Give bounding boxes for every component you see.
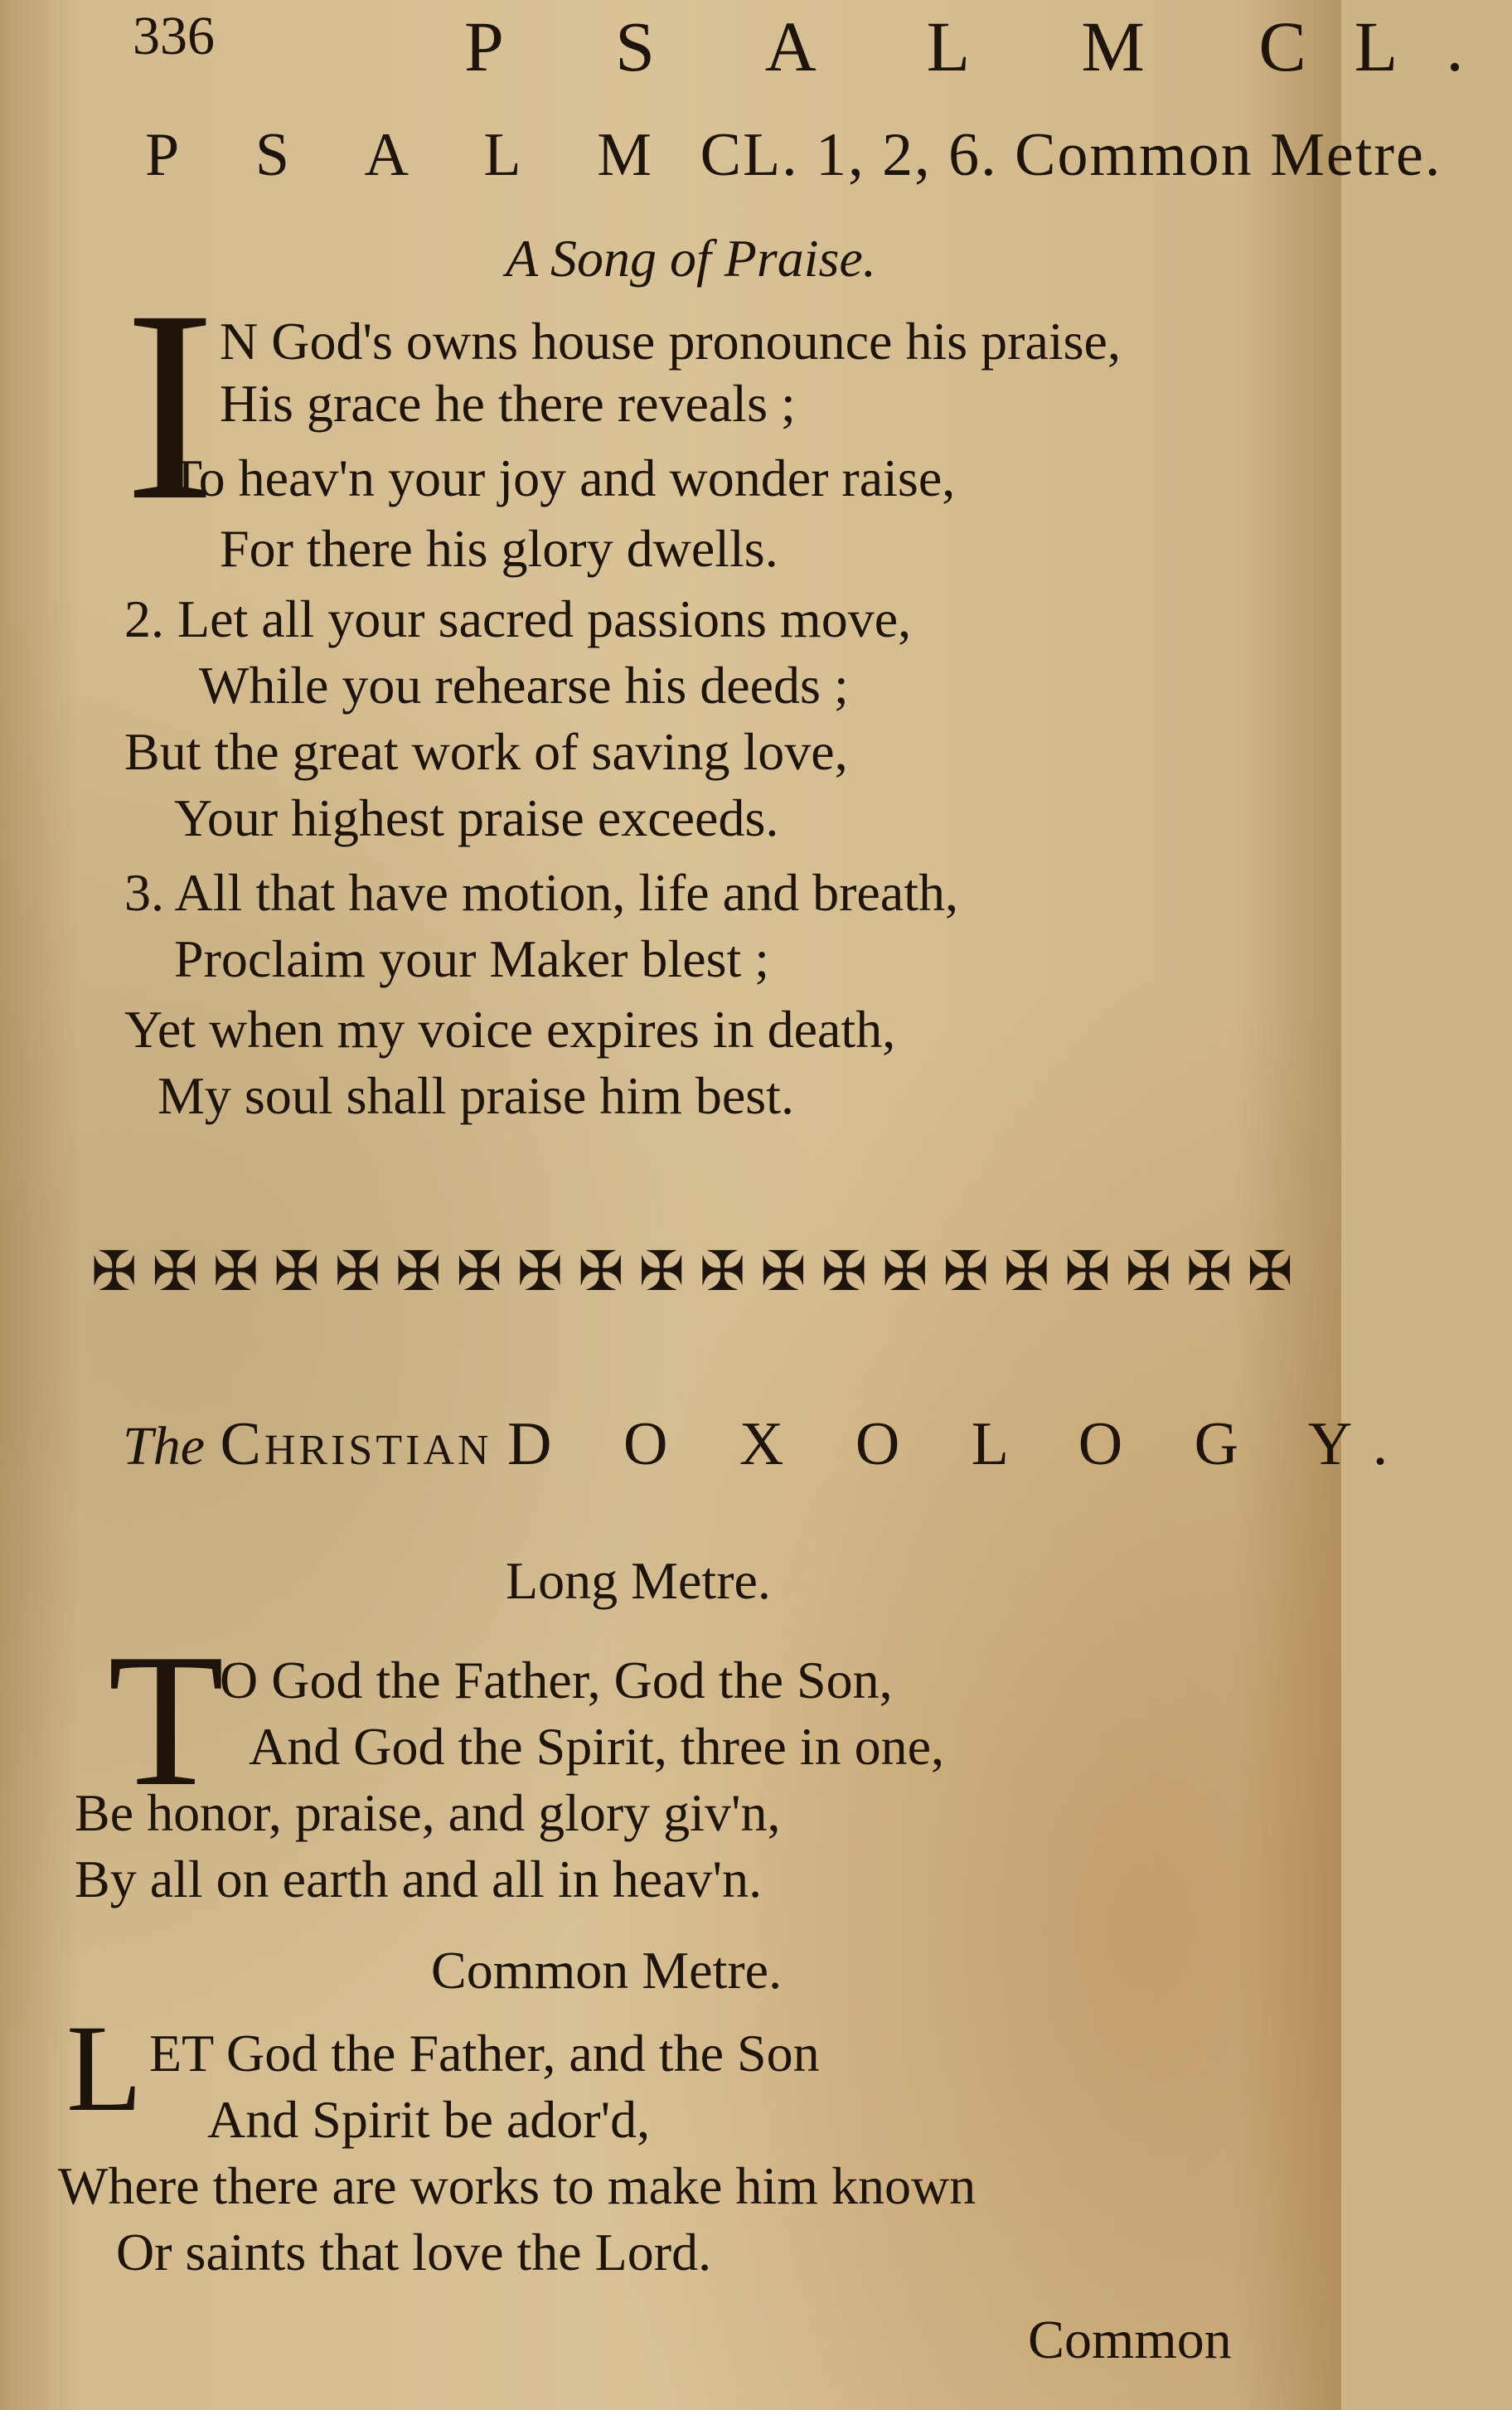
- psalm-heading: [145, 120, 1442, 191]
- verse-line: While you rehearse his deeds ;: [199, 656, 849, 715]
- verse-line: To heav'n your joy and wonder raise,: [170, 449, 956, 507]
- ornament-glyph: ✠: [1064, 1242, 1111, 1302]
- verse-line: And Spirit be ador'd,: [207, 2090, 651, 2149]
- verse-line: Or saints that love the Lord.: [116, 2223, 712, 2281]
- verse-line: My soul shall praise him best.: [158, 1066, 794, 1125]
- running-title: P S A L M CL.: [464, 7, 1512, 86]
- verse-line: ET God the Father, and the Son: [149, 2024, 820, 2083]
- ornament-glyph: ✠: [274, 1242, 320, 1302]
- doxology-heading-christian: Christian: [220, 1410, 492, 1478]
- ornament-glyph: ✠: [456, 1242, 502, 1302]
- common-metre-dropcap: L: [66, 2000, 143, 2137]
- ornament-glyph: ✠: [152, 1242, 198, 1302]
- psalm-subtitle: A Song of Praise.: [506, 229, 876, 288]
- verse-line: His grace he there reveals ;: [220, 374, 796, 433]
- long-metre-heading: Long Metre.: [506, 1551, 771, 1610]
- verse-line: But the great work of saving love,: [124, 722, 848, 781]
- catchword: Common: [1028, 2310, 1232, 2370]
- ornament-glyph: ✠: [699, 1242, 746, 1302]
- ornament-rule: [91, 1239, 1293, 1306]
- psalm-heading-word: P S A L M: [145, 121, 684, 189]
- ornament-glyph: ✠: [578, 1242, 624, 1302]
- verse-line: Be honor, praise, and glory giv'n,: [75, 1783, 781, 1842]
- page-number: 336: [133, 6, 215, 66]
- verse-line: By all on earth and all in heav'n.: [75, 1850, 763, 1908]
- verse-line: And God the Spirit, three in one,: [249, 1717, 944, 1776]
- doxology-heading-the: The: [123, 1416, 205, 1477]
- verse-line: 2. Let all your sacred passions move,: [124, 589, 912, 648]
- ornament-glyph: ✠: [1003, 1242, 1050, 1302]
- long-metre-dropcap: T: [108, 1614, 225, 1826]
- ornament-glyph: ✠: [638, 1242, 685, 1302]
- ornament-glyph: ✠: [1247, 1242, 1293, 1302]
- verse-line: O God the Father, God the Son,: [220, 1651, 893, 1709]
- psalm-dropcap: I: [124, 255, 216, 557]
- verse-line: 3. All that have motion, life and breath,: [124, 863, 958, 922]
- ornament-glyph: ✠: [760, 1242, 807, 1302]
- ornament-glyph: ✠: [943, 1242, 989, 1302]
- verse-line: Where there are works to make him known: [58, 2156, 976, 2215]
- ornament-glyph: ✠: [334, 1242, 380, 1302]
- ornament-glyph: ✠: [395, 1242, 442, 1302]
- common-metre-heading: Common Metre.: [431, 1941, 783, 2000]
- verse-line: N God's owns house pronounce his praise,: [220, 312, 1121, 371]
- ornament-glyph: ✠: [91, 1242, 138, 1302]
- ornament-glyph: ✠: [821, 1242, 867, 1302]
- verse-line: Proclaim your Maker blest ;: [174, 929, 770, 988]
- verse-line: Yet when my voice expires in death,: [124, 1000, 896, 1059]
- psalm-heading-reference: CL. 1, 2, 6. Common Metre.: [700, 121, 1442, 189]
- verse-line: Your highest praise exceeds.: [174, 788, 779, 847]
- doxology-heading: [123, 1409, 1416, 1480]
- ornament-glyph: ✠: [1125, 1242, 1171, 1302]
- doxology-heading-title: D O X O L O G Y.: [507, 1410, 1417, 1478]
- verse-line: For there his glory dwells.: [220, 519, 778, 578]
- ornament-glyph: ✠: [212, 1242, 259, 1302]
- ornament-glyph: ✠: [1186, 1242, 1233, 1302]
- ornament-glyph: ✠: [516, 1242, 564, 1302]
- ornament-glyph: ✠: [882, 1242, 928, 1302]
